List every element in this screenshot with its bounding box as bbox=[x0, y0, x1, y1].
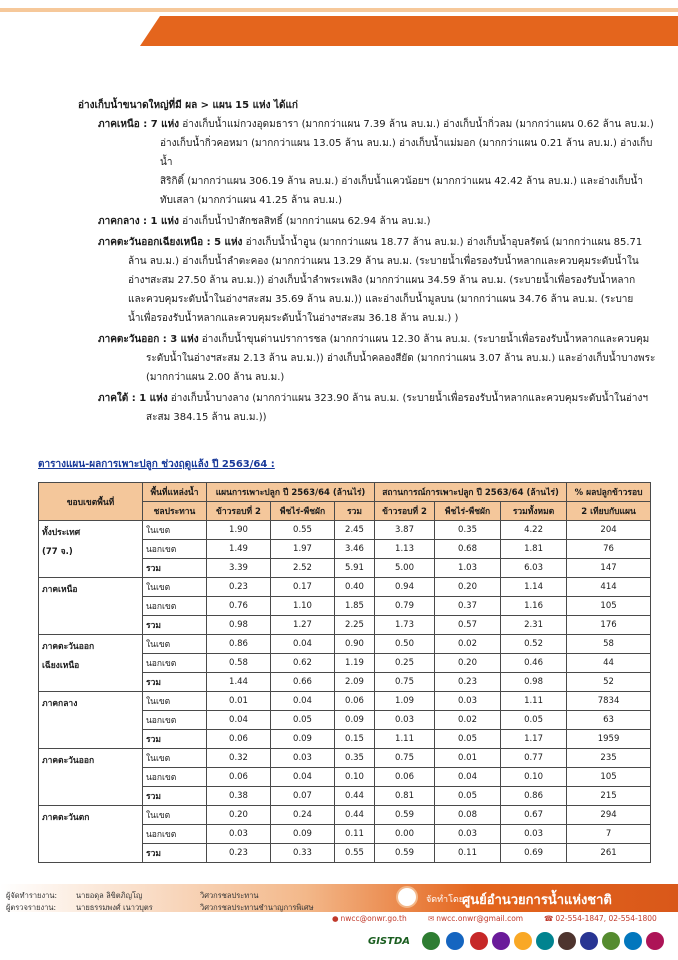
table-row bbox=[39, 635, 651, 654]
value-cell: 0.20 bbox=[207, 806, 271, 825]
value-cell: 0.44 bbox=[335, 787, 375, 806]
value-cell: 0.32 bbox=[207, 749, 271, 768]
value-cell: 1.17 bbox=[501, 730, 567, 749]
value-cell: 0.04 bbox=[207, 711, 271, 730]
northeast-line-2: ล้าน ลบ.ม.) อ่างเก็บน้ำลำตะคอง (มากกว่าแผน 13.29 ล้าน ลบ.ม. (ระบายน้ำเพื่อรองรับน้ำหลากและควบคุมระดับน้ำใน bbox=[128, 256, 639, 267]
value-cell: 0.09 bbox=[271, 825, 335, 844]
northeast-line-5: น้ำเพื่อรองรับน้ำหลากและควบคุมระดับน้ำในอ่างฯสะสม 36.18 ล้าน ลบ.ม.) ) bbox=[128, 313, 459, 324]
header-banner bbox=[0, 0, 678, 60]
value-cell: 2.45 bbox=[335, 521, 375, 540]
email-secondary[interactable] bbox=[428, 914, 523, 923]
central-label: ภาคกลาง : 1 แห่ง bbox=[98, 216, 179, 227]
email-primary-text: nwcc@onwr.go.th bbox=[340, 914, 407, 923]
northeast-line-1: อ่างเก็บน้ำน้ำอูน (มากกว่าแผน 18.77 ล้าน ลบ.ม.) อ่างเก็บน้ำอุบลรัตน์ (มากกว่าแผน 85.71 bbox=[245, 237, 643, 248]
value-cell: 0.57 bbox=[435, 616, 501, 635]
value-cell: 6.03 bbox=[501, 559, 567, 578]
value-cell: 0.00 bbox=[375, 825, 435, 844]
table-row bbox=[39, 692, 651, 711]
value-cell: 0.10 bbox=[335, 768, 375, 787]
value-cell: 0.06 bbox=[375, 768, 435, 787]
email-secondary-text: nwcc.onwr@gmail.com bbox=[436, 914, 524, 923]
value-cell: 1.97 bbox=[271, 540, 335, 559]
org-name: ศูนย์อำนวยการน้ำแห่งชาติ bbox=[462, 893, 612, 908]
value-cell: 0.55 bbox=[271, 521, 335, 540]
area-type-cell: ในเขต bbox=[143, 578, 207, 597]
value-cell: 0.40 bbox=[335, 578, 375, 597]
prepared-name: นายอดุล ลิขิตภิญโญ bbox=[76, 891, 143, 900]
value-cell: 0.05 bbox=[435, 787, 501, 806]
value-cell: 1.14 bbox=[501, 578, 567, 597]
value-cell: 0.23 bbox=[435, 673, 501, 692]
value-cell: 5.91 bbox=[335, 559, 375, 578]
reservoir-summary bbox=[78, 96, 658, 427]
value-cell: 1.73 bbox=[375, 616, 435, 635]
value-cell: 1.90 bbox=[207, 521, 271, 540]
value-cell: 3.46 bbox=[335, 540, 375, 559]
value-cell: 0.06 bbox=[207, 768, 271, 787]
value-cell: 0.02 bbox=[435, 711, 501, 730]
summary-heading: อ่างเก็บน้ำขนาดใหญ่ที่มี ผล > แผน 15 แห่ง ได้แก่ bbox=[78, 100, 298, 111]
north-line-1: อ่างเก็บน้ำแม่กวงอุดมธารา (มากกว่าแผน 7.39 ล้าน ลบ.ม.) อ่างเก็บน้ำกิ่วลม (มากกว่าแผน 0.62 ล้าน ลบ.ม.) bbox=[182, 119, 654, 130]
value-cell: 5.00 bbox=[375, 559, 435, 578]
value-cell: 0.44 bbox=[335, 806, 375, 825]
value-cell: 1.44 bbox=[207, 673, 271, 692]
value-cell: 0.23 bbox=[207, 844, 271, 863]
value-cell: 7 bbox=[567, 825, 651, 844]
value-cell: 0.66 bbox=[271, 673, 335, 692]
value-cell: 0.03 bbox=[435, 692, 501, 711]
area-type-cell: นอกเขต bbox=[143, 540, 207, 559]
value-cell: 1.16 bbox=[501, 597, 567, 616]
value-cell: 0.20 bbox=[435, 654, 501, 673]
value-cell: 1.03 bbox=[435, 559, 501, 578]
value-cell: 2.25 bbox=[335, 616, 375, 635]
header-plan-rice2: ข้าวรอบที่ 2 bbox=[207, 502, 271, 521]
area-type-cell: นอกเขต bbox=[143, 597, 207, 616]
value-cell: 0.90 bbox=[335, 635, 375, 654]
value-cell: 0.35 bbox=[335, 749, 375, 768]
value-cell: 0.01 bbox=[435, 749, 501, 768]
value-cell: 0.59 bbox=[375, 806, 435, 825]
value-cell: 294 bbox=[567, 806, 651, 825]
value-cell: 215 bbox=[567, 787, 651, 806]
value-cell: 105 bbox=[567, 768, 651, 787]
value-cell: 0.11 bbox=[435, 844, 501, 863]
footer bbox=[0, 884, 678, 960]
value-cell: 0.81 bbox=[375, 787, 435, 806]
value-cell: 176 bbox=[567, 616, 651, 635]
checked-label: ผู้ตรวจรายงาน: bbox=[6, 903, 57, 912]
value-cell: 58 bbox=[567, 635, 651, 654]
value-cell: 0.23 bbox=[207, 578, 271, 597]
partner-logo-icon bbox=[536, 932, 554, 950]
value-cell: 0.03 bbox=[375, 711, 435, 730]
partner-logo-icon bbox=[646, 932, 664, 950]
north-paragraph bbox=[78, 115, 658, 210]
value-cell: 0.98 bbox=[501, 673, 567, 692]
value-cell: 0.69 bbox=[501, 844, 567, 863]
value-cell: 0.02 bbox=[435, 635, 501, 654]
north-line-2: อ่างเก็บน้ำกิ่วคอหมา (มากกว่าแผน 13.05 ล้าน ลบ.ม.) อ่างเก็บน้ำแม่มอก (มากกว่าแผน 0.21 ล้าน ลบ.ม.) อ่างเก็บน้ำ bbox=[160, 138, 653, 168]
value-cell: 0.06 bbox=[335, 692, 375, 711]
value-cell: 0.04 bbox=[271, 768, 335, 787]
south-line-2: สะสม 384.15 ล้าน ลบ.ม.)) bbox=[146, 412, 267, 423]
east-line-3: (มากกว่าแผน 2.00 ล้าน ลบ.ม.) bbox=[146, 372, 285, 383]
checked-role: วิศวกรชลประทานชำนาญการพิเศษ bbox=[200, 903, 314, 912]
value-cell: 0.09 bbox=[335, 711, 375, 730]
banner-bar bbox=[160, 16, 678, 46]
header-region: ขอบเขตพื้นที่ bbox=[39, 483, 143, 521]
value-cell: 0.04 bbox=[271, 692, 335, 711]
value-cell: 1.11 bbox=[501, 692, 567, 711]
east-line-2: ระดับน้ำในอ่างฯสะสม 2.13 ล้าน ลบ.ม.)) อ่างเก็บน้ำคลองสียัด (มากกว่าแผน 3.07 ล้าน ลบ.ม.) และอ่างเก็บน้ำบางพระ bbox=[146, 353, 656, 364]
area-type-cell: ในเขต bbox=[143, 692, 207, 711]
header-actual-group: สถานการณ์การเพาะปลูก ปี 2563/64 (ล้านไร่) bbox=[375, 483, 567, 502]
value-cell: 1.10 bbox=[271, 597, 335, 616]
value-cell: 2.09 bbox=[335, 673, 375, 692]
value-cell: 0.37 bbox=[435, 597, 501, 616]
header-plan-total: รวม bbox=[335, 502, 375, 521]
email-primary[interactable] bbox=[332, 914, 407, 923]
value-cell: 0.01 bbox=[207, 692, 271, 711]
value-cell: 0.20 bbox=[435, 578, 501, 597]
south-paragraph bbox=[78, 389, 658, 427]
area-type-cell: ในเขต bbox=[143, 635, 207, 654]
value-cell: 0.33 bbox=[271, 844, 335, 863]
header-actual-total: รวมทั้งหมด bbox=[501, 502, 567, 521]
value-cell: 0.25 bbox=[375, 654, 435, 673]
value-cell: 0.07 bbox=[271, 787, 335, 806]
value-cell: 105 bbox=[567, 597, 651, 616]
table-row bbox=[39, 749, 651, 768]
partner-logo-icon bbox=[422, 932, 440, 950]
central-line-1: อ่างเก็บน้ำป่าสักชลสิทธิ์ (มากกว่าแผน 62.94 ล้าน ลบ.ม.) bbox=[182, 216, 431, 227]
value-cell: 0.05 bbox=[435, 730, 501, 749]
footer-bottom bbox=[0, 912, 678, 960]
mail-icon: ✉ bbox=[428, 914, 435, 923]
header-pct-sub: 2 เทียบกับแผน bbox=[567, 502, 651, 521]
south-label: ภาคใต้ : 1 แห่ง bbox=[98, 393, 168, 404]
value-cell: 0.09 bbox=[271, 730, 335, 749]
value-cell: 1.19 bbox=[335, 654, 375, 673]
value-cell: 0.67 bbox=[501, 806, 567, 825]
south-line-1: อ่างเก็บน้ำบางลาง (มากกว่าแผน 323.90 ล้าน ลบ.ม. (ระบายน้ำเพื่อรองรับน้ำหลากและควบคุมระดับน้ำในอ่างฯ bbox=[170, 393, 649, 404]
northeast-line-3: อ่างฯสะสม 27.50 ล้าน ลบ.ม.)) อ่างเก็บน้ำลำพระเพลิง (มากกว่าแผน 34.59 ล้าน ลบ.ม. (ระบายน้ำเพื่อรองรับน้ำหลาก bbox=[128, 275, 636, 286]
northeast-line-4: และควบคุมระดับน้ำในอ่างฯสะสม 35.69 ล้าน ลบ.ม.)) และอ่างเก็บน้ำมูลบน (มากกว่าแผน 34.76 ล้าน ลบ.ม. (ระบาย bbox=[128, 294, 634, 305]
region-cell bbox=[39, 806, 143, 863]
region-name: ภาคตะวันออก bbox=[42, 642, 95, 652]
north-line-4: ทับเสลา (มากกว่าแผน 41.25 ล้าน ลบ.ม.) bbox=[160, 195, 343, 206]
value-cell: 52 bbox=[567, 673, 651, 692]
phone-text: 02-554-1847, 02-554-1800 bbox=[555, 914, 657, 923]
value-cell: 1.11 bbox=[375, 730, 435, 749]
value-cell: 0.98 bbox=[207, 616, 271, 635]
value-cell: 7834 bbox=[567, 692, 651, 711]
value-cell: 0.35 bbox=[435, 521, 501, 540]
value-cell: 44 bbox=[567, 654, 651, 673]
value-cell: 0.03 bbox=[207, 825, 271, 844]
value-cell: 76 bbox=[567, 540, 651, 559]
value-cell: 0.86 bbox=[501, 787, 567, 806]
header-pct: % ผลปลูกข้าวรอบ bbox=[567, 483, 651, 502]
value-cell: 0.03 bbox=[271, 749, 335, 768]
east-line-1: อ่างเก็บน้ำขุนด่านปราการชล (มากกว่าแผน 12.30 ล้าน ลบ.ม. (ระบายน้ำเพื่อรองรับน้ำหลากและควบคุม bbox=[201, 334, 650, 345]
region-cell bbox=[39, 749, 143, 806]
area-type-cell: รวม bbox=[143, 730, 207, 749]
partner-logo-icon bbox=[624, 932, 642, 950]
region-name-2: (77 จ.) bbox=[42, 547, 73, 557]
value-cell: 1.49 bbox=[207, 540, 271, 559]
value-cell: 0.75 bbox=[375, 673, 435, 692]
value-cell: 0.10 bbox=[501, 768, 567, 787]
value-cell: 0.86 bbox=[207, 635, 271, 654]
gistda-logo: GISTDA bbox=[368, 936, 410, 947]
partner-logo-icon bbox=[580, 932, 598, 950]
header-area-type: พื้นที่แหล่งน้ำ bbox=[143, 483, 207, 502]
value-cell: 1959 bbox=[567, 730, 651, 749]
value-cell: 0.17 bbox=[271, 578, 335, 597]
partner-logo-icon bbox=[514, 932, 532, 950]
region-cell bbox=[39, 635, 143, 692]
area-type-cell: รวม bbox=[143, 559, 207, 578]
region-name: ภาคกลาง bbox=[42, 699, 78, 709]
value-cell: 0.05 bbox=[271, 711, 335, 730]
value-cell: 2.52 bbox=[271, 559, 335, 578]
region-cell bbox=[39, 578, 143, 635]
phone-icon: ☎ bbox=[544, 914, 554, 923]
partner-logo-icon bbox=[558, 932, 576, 950]
value-cell: 235 bbox=[567, 749, 651, 768]
value-cell: 1.81 bbox=[501, 540, 567, 559]
value-cell: 3.87 bbox=[375, 521, 435, 540]
prepared-role: วิศวกรชลประทาน bbox=[200, 891, 259, 900]
value-cell: 414 bbox=[567, 578, 651, 597]
partner-logo-icon bbox=[446, 932, 464, 950]
value-cell: 0.03 bbox=[435, 825, 501, 844]
value-cell: 261 bbox=[567, 844, 651, 863]
value-cell: 0.75 bbox=[375, 749, 435, 768]
area-type-cell: รวม bbox=[143, 787, 207, 806]
table-row bbox=[39, 806, 651, 825]
region-name: ภาคตะวันออก bbox=[42, 756, 95, 766]
northeast-paragraph bbox=[78, 233, 658, 328]
header-actual-crops: พืชไร่-พืชผัก bbox=[435, 502, 501, 521]
value-cell: 0.38 bbox=[207, 787, 271, 806]
value-cell: 0.08 bbox=[435, 806, 501, 825]
value-cell: 0.03 bbox=[501, 825, 567, 844]
northeast-label: ภาคตะวันออกเฉียงเหนือ : 5 แห่ง bbox=[98, 237, 243, 248]
value-cell: 0.59 bbox=[375, 844, 435, 863]
globe-icon: ● bbox=[332, 914, 339, 923]
value-cell: 0.15 bbox=[335, 730, 375, 749]
nwcc-logo-icon bbox=[396, 886, 418, 908]
north-line-3: สิริกิติ์ (มากกว่าแผน 306.19 ล้าน ลบ.ม.) อ่างเก็บน้ำแควน้อยฯ (มากกว่าแผน 42.42 ล้าน ลบ.ม.) และอ่างเก็บน้ำ bbox=[160, 176, 643, 187]
header-area-type-sub: ชลประทาน bbox=[143, 502, 207, 521]
region-name-2: เฉียงเหนือ bbox=[42, 661, 80, 671]
region-name: ภาคตะวันตก bbox=[42, 813, 90, 823]
table-row bbox=[39, 521, 651, 540]
value-cell: 1.27 bbox=[271, 616, 335, 635]
value-cell: 4.22 bbox=[501, 521, 567, 540]
banner-stripe bbox=[0, 8, 678, 12]
partner-logo-icon bbox=[602, 932, 620, 950]
value-cell: 0.04 bbox=[435, 768, 501, 787]
east-paragraph bbox=[78, 330, 658, 387]
region-cell bbox=[39, 521, 143, 578]
value-cell: 0.79 bbox=[375, 597, 435, 616]
prepared-label: ผู้จัดทำรายงาน: bbox=[6, 891, 57, 900]
central-paragraph bbox=[78, 212, 658, 231]
table-row bbox=[39, 578, 651, 597]
area-type-cell: ในเขต bbox=[143, 749, 207, 768]
value-cell: 0.24 bbox=[271, 806, 335, 825]
header-plan-crops: พืชไร่-พืชผัก bbox=[271, 502, 335, 521]
footer-band bbox=[0, 884, 678, 912]
area-type-cell: รวม bbox=[143, 844, 207, 863]
value-cell: 0.11 bbox=[335, 825, 375, 844]
value-cell: 1.85 bbox=[335, 597, 375, 616]
value-cell: 0.52 bbox=[501, 635, 567, 654]
east-label: ภาคตะวันออก : 3 แห่ง bbox=[98, 334, 199, 345]
partner-logo-icon bbox=[470, 932, 488, 950]
value-cell: 0.46 bbox=[501, 654, 567, 673]
value-cell: 0.55 bbox=[335, 844, 375, 863]
region-name: ทั้งประเทศ bbox=[42, 528, 81, 538]
value-cell: 2.31 bbox=[501, 616, 567, 635]
value-cell: 0.04 bbox=[271, 635, 335, 654]
area-type-cell: รวม bbox=[143, 673, 207, 692]
value-cell: 204 bbox=[567, 521, 651, 540]
header-actual-rice2: ข้าวรอบที่ 2 bbox=[375, 502, 435, 521]
area-type-cell: รวม bbox=[143, 616, 207, 635]
phone[interactable] bbox=[544, 914, 657, 923]
region-cell bbox=[39, 692, 143, 749]
area-type-cell: ในเขต bbox=[143, 521, 207, 540]
area-type-cell: นอกเขต bbox=[143, 711, 207, 730]
value-cell: 0.62 bbox=[271, 654, 335, 673]
table-title[interactable]: ตารางแผน-ผลการเพาะปลูก ช่วงฤดูแล้ง ปี 2563/64 : bbox=[38, 459, 275, 470]
prepared-by-label: จัดทำโดย : bbox=[426, 895, 470, 905]
checked-name: นายธรรมพงศ์ เนาวบุตร bbox=[76, 903, 153, 912]
value-cell: 0.76 bbox=[207, 597, 271, 616]
value-cell: 147 bbox=[567, 559, 651, 578]
value-cell: 3.39 bbox=[207, 559, 271, 578]
value-cell: 1.09 bbox=[375, 692, 435, 711]
value-cell: 0.06 bbox=[207, 730, 271, 749]
value-cell: 0.05 bbox=[501, 711, 567, 730]
area-type-cell: นอกเขต bbox=[143, 825, 207, 844]
area-type-cell: นอกเขต bbox=[143, 768, 207, 787]
area-type-cell: ในเขต bbox=[143, 806, 207, 825]
value-cell: 0.58 bbox=[207, 654, 271, 673]
north-label: ภาคเหนือ : 7 แห่ง bbox=[98, 119, 180, 130]
value-cell: 0.94 bbox=[375, 578, 435, 597]
value-cell: 63 bbox=[567, 711, 651, 730]
value-cell: 0.50 bbox=[375, 635, 435, 654]
region-name: ภาคเหนือ bbox=[42, 585, 78, 595]
value-cell: 0.68 bbox=[435, 540, 501, 559]
planting-table bbox=[38, 482, 651, 863]
header-plan-group: แผนการเพาะปลูก ปี 2563/64 (ล้านไร่) bbox=[207, 483, 375, 502]
partner-logo-icon bbox=[492, 932, 510, 950]
banner-bevel bbox=[140, 16, 160, 46]
value-cell: 1.13 bbox=[375, 540, 435, 559]
value-cell: 0.77 bbox=[501, 749, 567, 768]
area-type-cell: นอกเขต bbox=[143, 654, 207, 673]
